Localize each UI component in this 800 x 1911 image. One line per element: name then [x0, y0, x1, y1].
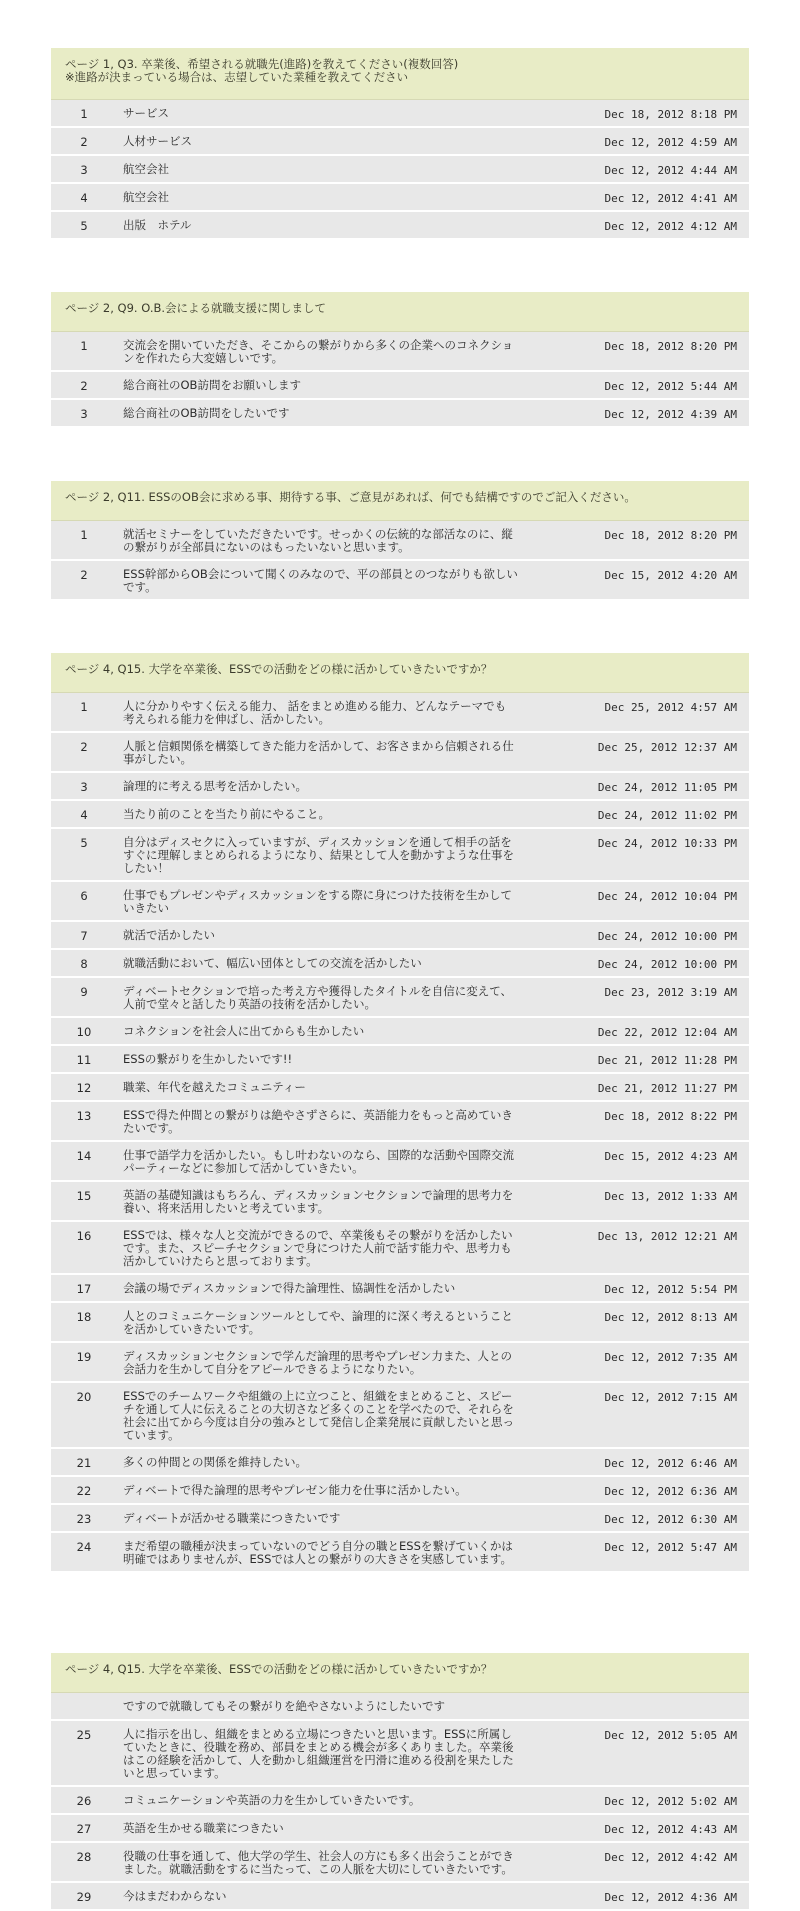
answer-row: [51, 521, 749, 561]
answer-text: [123, 219, 583, 232]
answer-text-line: コミュニケーションや英語の力を生かしていきたいです。: [123, 1793, 421, 1807]
answer-number: 2: [80, 740, 88, 754]
answer-number: 17: [76, 1282, 92, 1296]
answer-text-line: を活かしていきたいです。: [123, 1322, 261, 1336]
answer-date: Dec 12, 2012 5:44 AM: [604, 380, 737, 393]
answer-text-line: コネクションを社会人に出てからも生かしたい: [123, 1024, 365, 1038]
answer-text-line: いと思っています。: [123, 1766, 226, 1780]
answer-date: Dec 12, 2012 4:43 AM: [604, 1823, 737, 1836]
answer-date: Dec 18, 2012 8:20 PM: [604, 529, 737, 542]
answer-text-line: 英語を生かせる職業につきたい: [123, 1821, 284, 1835]
section-title-line: ページ 2, Q9. O.B.会による就職支援に関しまして: [65, 302, 327, 315]
answer-row: [51, 1787, 749, 1815]
answer-text-line: の繋がりが全部員にないのはもったいないと思います。: [123, 540, 410, 554]
answer-text-line: 就活で活かしたい: [123, 928, 215, 942]
answer-text-line: ESSで得た仲間との繋がりは絶やさずさらに、英語能力をもっと高めていき: [123, 1108, 513, 1122]
answer-date: Dec 12, 2012 5:05 AM: [604, 1729, 737, 1742]
answer-text-line: 就職活動において、幅広い団体としての交流を活かしたい: [123, 956, 422, 970]
answer-text-line: ディベートが活かせる職業につきたいです: [123, 1511, 341, 1525]
answer-number: 22: [76, 1484, 92, 1498]
answer-text: [123, 528, 583, 554]
answer-number: 7: [80, 929, 88, 943]
survey-section: [51, 48, 749, 240]
answer-text-line: 多くの仲間との関係を維持したい。: [123, 1455, 307, 1469]
answer-number: 4: [80, 191, 88, 205]
answer-date: Dec 12, 2012 6:36 AM: [604, 1485, 737, 1498]
answer-row: [51, 561, 749, 601]
answer-text-line: 会話力を生かして自分をアピールできるようになりたい。: [123, 1362, 422, 1376]
answer-text: [123, 1484, 583, 1497]
answer-row: [51, 1102, 749, 1142]
survey-section: [51, 1653, 749, 1911]
answer-text: [123, 1822, 583, 1835]
answer-text-line: パーティーなどに参加して活かしていきたい。: [123, 1161, 364, 1175]
answer-text-line: 養い、将来活用したいと考えています。: [123, 1201, 330, 1215]
answer-number: 3: [80, 407, 88, 421]
answer-number: 18: [76, 1310, 92, 1324]
section-title-line: ページ 1, Q3. 卒業後、希望される就職先(進路)を教えてください(複数回答): [65, 58, 459, 71]
answer-text-line: ESS幹部からOB会について聞くのみなので、平の部員とのつながりも欲しい: [123, 567, 518, 581]
answer-number: 29: [76, 1890, 92, 1904]
answer-text-line: 人前で堂々と話したり英語の技術を活かしたい。: [123, 997, 376, 1011]
answer-date: Dec 18, 2012 8:22 PM: [604, 1110, 737, 1123]
answer-row: [51, 882, 749, 922]
answer-text-line: ESSでのチームワークや組織の上に立つこと、組織をまとめること、スピー: [123, 1389, 513, 1403]
answer-date: Dec 25, 2012 4:57 AM: [604, 701, 737, 714]
answer-date: Dec 21, 2012 11:28 PM: [597, 1054, 737, 1067]
section-header: [51, 292, 749, 332]
answer-text: [123, 1053, 583, 1066]
answer-date: Dec 22, 2012 12:04 AM: [597, 1026, 737, 1039]
section-header: [51, 48, 749, 100]
answer-text: [123, 1189, 583, 1215]
answer-text-line: 仕事でもプレゼンやディスカッションをする際に身につけた技術を生かして: [123, 888, 513, 902]
answer-text-line: ンを作れたら大変嬉しいです。: [123, 351, 284, 365]
answer-text: [123, 808, 583, 821]
section-title-line: ページ 4, Q15. 大学を卒業後、ESSでの活動をどの様に活かしていきたいですか？: [65, 663, 493, 676]
answer-date: Dec 12, 2012 5:02 AM: [604, 1795, 737, 1808]
answer-date: Dec 24, 2012 11:05 PM: [597, 781, 737, 794]
answer-text: [123, 1282, 583, 1295]
answer-number: 23: [76, 1512, 92, 1526]
answer-text: [123, 1728, 583, 1780]
section-title-line: ※進路が決まっている場合は、志望していた業種を教えてください: [65, 71, 409, 84]
answer-text: [123, 740, 583, 766]
answer-row: [51, 1074, 749, 1102]
answer-text-line: 交流会を開いていただき、そこからの繋がりから多くの企業へのコネクショ: [123, 338, 514, 352]
answer-row: [51, 100, 749, 128]
answer-text: [123, 191, 583, 204]
answer-text-line: ディスカッションセクションで学んだ論理的思考やプレゼン力また、人との: [123, 1349, 513, 1363]
answer-text: [123, 1025, 583, 1038]
answer-text-line: 考えられる能力を伸ばし、活かしたい。: [123, 712, 330, 726]
answer-date: Dec 12, 2012 7:35 AM: [604, 1351, 737, 1364]
answer-row: [51, 829, 749, 882]
answer-text: [123, 1700, 583, 1713]
answer-text: [123, 163, 583, 176]
section-header: [51, 1653, 749, 1693]
answer-number: 6: [80, 889, 88, 903]
answer-date: Dec 12, 2012 4:42 AM: [604, 1851, 737, 1864]
answer-date: Dec 12, 2012 4:59 AM: [604, 136, 737, 149]
answer-row: [51, 801, 749, 829]
answer-number: 1: [80, 700, 88, 714]
answer-text: [123, 1794, 583, 1807]
answer-number: 4: [80, 808, 88, 822]
answer-number: 19: [76, 1350, 92, 1364]
answer-number: 5: [80, 219, 88, 233]
answer-text-line: ました。就職活動をするに当たって、この人脈を大切にしていきたいです。: [123, 1862, 513, 1876]
answer-text: [123, 1081, 583, 1094]
answer-number: 14: [76, 1149, 92, 1163]
answer-row: [51, 1721, 749, 1787]
survey-section: [51, 653, 749, 1573]
answer-number: 2: [80, 135, 88, 149]
answer-row: [51, 184, 749, 212]
answer-row: [51, 950, 749, 978]
answer-number: 24: [76, 1540, 92, 1554]
answer-number: 9: [80, 985, 88, 999]
answer-date: Dec 13, 2012 1:33 AM: [604, 1190, 737, 1203]
answer-text-line: 人に分かりやすく伝える能力、 話をまとめ進める能力、どんなテーマでも: [123, 699, 507, 713]
answer-text: [123, 339, 583, 365]
survey-section: [51, 481, 749, 601]
answer-date: Dec 13, 2012 12:21 AM: [597, 1230, 737, 1243]
answer-date: Dec 12, 2012 6:46 AM: [604, 1457, 737, 1470]
answer-row: [51, 1046, 749, 1074]
answer-text-line: ディベートで得た論理的思考やプレゼン能力を仕事に活かしたい。: [123, 1483, 467, 1497]
answer-text-line: 人材サービス: [123, 134, 192, 148]
answer-text-line: 今はまだわからない: [123, 1889, 227, 1903]
answer-row: [51, 1222, 749, 1275]
answer-text: [123, 107, 583, 120]
answer-text-line: 航空会社: [123, 162, 169, 176]
answer-date: Dec 18, 2012 8:18 PM: [604, 108, 737, 121]
answer-number: 3: [80, 163, 88, 177]
answer-row: [51, 1275, 749, 1303]
answer-text-line: ていたときに、役職を務め、部員をまとめる機会が多くありました。卒業後: [123, 1740, 514, 1754]
answer-date: Dec 12, 2012 4:44 AM: [604, 164, 737, 177]
survey-section: [51, 292, 749, 428]
answer-number: 27: [76, 1822, 92, 1836]
answer-row: [51, 1018, 749, 1046]
answer-number: 11: [76, 1053, 92, 1067]
answer-row: [51, 1533, 749, 1573]
answer-text-line: ています。: [123, 1428, 180, 1442]
answer-row: [51, 1303, 749, 1343]
answer-text-line: 活かしていけたらと思っております。: [123, 1254, 318, 1268]
answer-text: [123, 1512, 583, 1525]
answer-text: [123, 836, 583, 875]
answer-text-line: したい！: [123, 861, 169, 875]
answer-text: [123, 1390, 583, 1442]
answer-number: 1: [80, 339, 88, 353]
answer-text-line: 総合商社のOB訪問をしたいです: [123, 406, 290, 420]
answer-text-line: 人に指示を出し、組織をまとめる立場につきたいと思います。ESSに所属し: [123, 1727, 512, 1741]
answer-row: [51, 1343, 749, 1383]
answer-row: [51, 1142, 749, 1182]
answer-text-line: ディベートセクションで培った考え方や獲得したタイトルを自信に変えて、: [123, 984, 513, 998]
answer-number: 8: [80, 957, 88, 971]
answer-row: [51, 1383, 749, 1449]
answer-text-line: です。: [123, 580, 157, 594]
answer-row: [51, 332, 749, 372]
answer-row: [51, 773, 749, 801]
answer-row: [51, 922, 749, 950]
answer-number: 16: [76, 1229, 92, 1243]
section-title-line: ページ 4, Q15. 大学を卒業後、ESSでの活動をどの様に活かしていきたいですか？: [65, 1663, 493, 1676]
answer-text-line: 出版 ホテル: [123, 218, 192, 232]
answer-text: [123, 929, 583, 942]
answer-number: 13: [76, 1109, 92, 1123]
answer-text: [123, 957, 583, 970]
answer-text-line: 職業、年代を越えたコミュニティー: [123, 1080, 306, 1094]
answer-text-line: 仕事で語学力を活かしたい。もし叶わないのなら、国際的な活動や国際交流: [123, 1148, 514, 1162]
answer-row: [51, 372, 749, 400]
answer-text-line: です。また、スピーチセクションで身につけた人前で話す能力や、思考力も: [123, 1241, 512, 1255]
answer-date: Dec 12, 2012 5:47 AM: [604, 1541, 737, 1554]
answer-row: [51, 400, 749, 428]
answer-number: 20: [76, 1390, 92, 1404]
answer-row: [51, 128, 749, 156]
answer-text-line: いきたい: [123, 901, 169, 915]
answer-number: 26: [76, 1794, 92, 1808]
answer-text-line: たいです。: [123, 1121, 180, 1135]
answer-number: 15: [76, 1189, 92, 1203]
answer-date: Dec 21, 2012 11:27 PM: [597, 1082, 737, 1095]
answer-text: [123, 780, 583, 793]
answer-date: Dec 12, 2012 8:13 AM: [604, 1311, 737, 1324]
answer-row: [51, 1843, 749, 1883]
answer-date: Dec 25, 2012 12:37 AM: [597, 741, 737, 754]
answer-date: Dec 24, 2012 10:00 PM: [597, 930, 737, 943]
answer-text-line: 明確ではありませんが、ESSでは人との繋がりの大きさを実感しています。: [123, 1552, 512, 1566]
answer-text-line: まだ希望の職種が決まっていないのでどう自分の職とESSを繋げていくかは: [123, 1539, 513, 1553]
answer-text: [123, 1109, 583, 1135]
answer-text-line: 総合商社のOB訪問をお願いします: [123, 378, 301, 392]
answer-row: [51, 1693, 749, 1721]
answer-row: [51, 1505, 749, 1533]
answer-text: [123, 379, 583, 392]
answer-row: [51, 212, 749, 240]
answer-text: [123, 985, 583, 1011]
answer-date: Dec 12, 2012 4:12 AM: [604, 220, 737, 233]
section-header: [51, 653, 749, 693]
answer-number: 1: [80, 107, 88, 121]
answer-text-line: ESSでは、様々な人と交流ができるので、卒業後もその繋がりを活かしたい: [123, 1228, 513, 1242]
answer-row: [51, 733, 749, 773]
answer-text-line: 当たり前のことを当たり前にやること。: [123, 807, 330, 821]
answer-row: [51, 1883, 749, 1911]
answer-row: [51, 1477, 749, 1505]
answer-date: Dec 12, 2012 4:41 AM: [604, 192, 737, 205]
answer-date: Dec 12, 2012 6:30 AM: [604, 1513, 737, 1526]
answer-text-line: 就活セミナーをしていただきたいです。せっかくの伝統的な部活なのに、縦: [123, 527, 513, 541]
answer-text-line: 役職の仕事を通して、他大学の学生、社会人の方にも多く出会うことができ: [123, 1849, 514, 1863]
answer-text-line: 会議の場でディスカッションで得た論理性、協調性を活かしたい: [123, 1281, 456, 1295]
answer-number: 25: [76, 1728, 92, 1742]
answer-text: [123, 1149, 583, 1175]
answer-number: 2: [80, 568, 88, 582]
answer-text-line: はこの経験を活かして、人を動かし組織運営を円滑に進める役割を果たした: [123, 1753, 514, 1767]
answer-number: 28: [76, 1850, 92, 1864]
answer-row: [51, 693, 749, 733]
answer-date: Dec 15, 2012 4:20 AM: [604, 569, 737, 582]
answer-text-line: 航空会社: [123, 190, 169, 204]
answer-text-line: 英語の基礎知識はもちろん、ディスカッションセクションで論理的思考力を: [123, 1188, 514, 1202]
answer-text: [123, 407, 583, 420]
answer-date: Dec 12, 2012 5:54 PM: [604, 1283, 737, 1296]
answer-text: [123, 1456, 583, 1469]
answer-row: [51, 156, 749, 184]
answer-text: [123, 1850, 583, 1876]
answer-date: Dec 12, 2012 4:39 AM: [604, 408, 737, 421]
section-title-line: ページ 2, Q11. ESSのOB会に求める事、期待する事、ご意見があれば、何でも結構ですのでご記入ください。: [65, 491, 636, 504]
answer-date: Dec 18, 2012 8:20 PM: [604, 340, 737, 353]
answer-date: Dec 23, 2012 3:19 AM: [604, 986, 737, 999]
answer-text-line: 社会に出てから今度は自分の強みとして発信し企業発展に貢献したいと思っ: [123, 1415, 514, 1429]
answer-text-line: 事がしたい。: [123, 752, 192, 766]
answer-number: 10: [76, 1025, 92, 1039]
answer-number: 2: [80, 379, 88, 393]
answer-text: [123, 568, 583, 594]
answer-text: [123, 1540, 583, 1566]
answer-text-line: ですので就職してもその繋がりを絶やさないようにしたいです: [123, 1699, 445, 1713]
answer-text: [123, 1310, 583, 1336]
answer-date: Dec 24, 2012 10:33 PM: [597, 837, 737, 850]
answer-text-line: サービス: [123, 106, 169, 120]
answer-number: 12: [76, 1081, 92, 1095]
answer-date: Dec 24, 2012 11:02 PM: [597, 809, 737, 822]
answer-row: [51, 1449, 749, 1477]
answer-text: [123, 700, 583, 726]
answer-text: [123, 889, 583, 915]
answer-number: 3: [80, 780, 88, 794]
answer-date: Dec 24, 2012 10:04 PM: [597, 890, 737, 903]
answer-text: [123, 135, 583, 148]
answer-text-line: ESSの繋がりを生かしたいです!!: [123, 1052, 293, 1066]
section-header: [51, 481, 749, 521]
answer-text-line: 論理的に考える思考を活かしたい。: [123, 779, 307, 793]
answer-row: [51, 1182, 749, 1222]
answer-text: [123, 1229, 583, 1268]
answer-row: [51, 978, 749, 1018]
answer-text-line: 人とのコミュニケーションツールとしてや、論理的に深く考えるということ: [123, 1309, 513, 1323]
answer-date: Dec 12, 2012 4:36 AM: [604, 1891, 737, 1904]
answer-date: Dec 24, 2012 10:00 PM: [597, 958, 737, 971]
answer-date: Dec 15, 2012 4:23 AM: [604, 1150, 737, 1163]
answer-number: 1: [80, 528, 88, 542]
answer-text: [123, 1350, 583, 1376]
answer-number: 21: [76, 1456, 92, 1470]
answer-text-line: 人脈と信頼関係を構築してきた能力を活かして、お客さまから信頼される仕: [123, 739, 514, 753]
answer-text-line: 自分はディスセクに入っていますが、ディスカッションを通して相手の話を: [123, 835, 512, 849]
answer-number: 5: [80, 836, 88, 850]
answer-text-line: すぐに理解しまとめられるようになり、結果として人を動かすような仕事を: [123, 848, 514, 862]
answer-date: Dec 12, 2012 7:15 AM: [604, 1391, 737, 1404]
answer-text-line: チを通して人に伝えることの大切さなど多くのことを学べたので、それらを: [123, 1402, 514, 1416]
answer-row: [51, 1815, 749, 1843]
